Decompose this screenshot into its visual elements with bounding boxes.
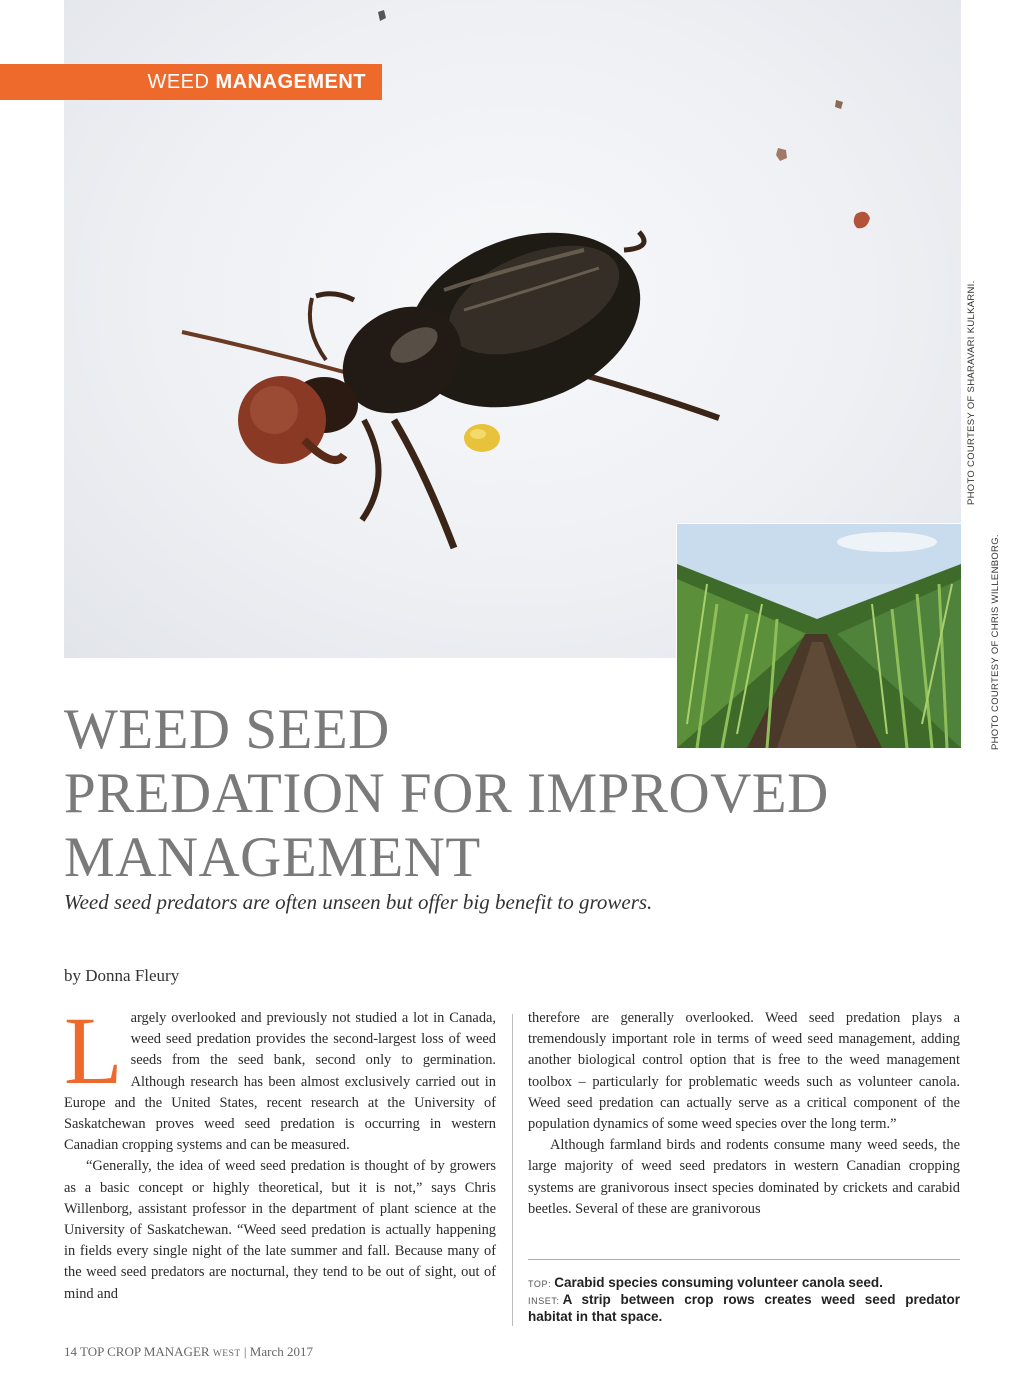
paragraph-3: therefore are generally overlooked. Weed seed predation plays a tremendously important role in terms of weed seed management, adding another biological control option that is free to the weed management toolbox – particularly for problematic weeds such as volunteer canola. Weed seed predation can actually serve as a critical component of the population dynamics of some weed species over the long term.” — [528, 1010, 960, 1133]
article-headline — [64, 698, 964, 890]
caption-inset-label: INSET: — [528, 1296, 560, 1306]
column-divider — [512, 1014, 513, 1326]
article-subtitle: Weed seed predators are often unseen but offer big benefit to growers. — [64, 890, 653, 914]
caption-top-label: TOP: — [528, 1279, 552, 1289]
footer-separator: | — [243, 1344, 247, 1359]
paragraph-2: “Generally, the idea of weed seed predation is thought of by growers as a basic concept or highly theoretical, but it is not,” says Chris Willenborg, assistant professor in the department of plant science at the University of Saskatchewan. “Weed seed predation is actually happening in fields every single night of the late summer and fall. Because many of the weed seed predators are nocturnal, they tend to be out of sight, out of mind and — [64, 1158, 496, 1302]
page-number: 14 — [64, 1344, 77, 1359]
byline: by Donna Fleury — [64, 966, 180, 985]
magazine-name: TOP CROP MANAGER — [80, 1344, 210, 1359]
paragraph-1: argely overlooked and previously not studied a lot in Canada, weed seed predation provides the second-largest loss of weed seeds from the seed bank, second only to germination. Although research has been almost exclusively carried out in Europe and the United States, recent research at the University of Saskatchewan proves weed seed predation is occurring in western Canadian cropping systems and can be measured. — [64, 1010, 496, 1154]
caption-top-text: Carabid species consuming volunteer canola seed. — [554, 1275, 883, 1290]
page-footer — [64, 1344, 313, 1360]
magazine-edition: WEST — [212, 1349, 241, 1359]
section-tag-prefix: WEED — [147, 70, 210, 93]
caption-divider — [528, 1259, 960, 1260]
headline-line-2: PREDATION FOR IMPROVED — [64, 762, 829, 825]
headline-line-1: WEED SEED — [64, 698, 390, 761]
caption-inset — [528, 1292, 960, 1325]
caption-top — [528, 1275, 960, 1292]
drop-cap: L — [64, 997, 123, 1104]
photo-captions — [528, 1275, 960, 1325]
photo-credit-top: PHOTO COURTESY OF SHARAVARI KULKARNI. — [966, 280, 977, 505]
caption-inset-text: A strip between crop rows creates weed seed predator habitat in that space. — [528, 1292, 960, 1324]
paragraph-4: Although farmland birds and rodents consume many weed seeds, the large majority of weed seed predators in western Canadian cropping systems are granivorous insect species dominated by crickets and carabid beetles. Several of these are granivorous — [528, 1137, 960, 1217]
section-tag — [0, 64, 382, 100]
body-column-1 — [64, 997, 496, 1305]
body-column-2 — [528, 1008, 960, 1220]
issue-date: March 2017 — [249, 1344, 313, 1359]
section-tag-bold: MANAGEMENT — [215, 70, 366, 93]
headline-line-3: MANAGEMENT — [64, 826, 481, 889]
photo-credit-inset: PHOTO COURTESY OF CHRIS WILLENBORG. — [990, 534, 1001, 750]
